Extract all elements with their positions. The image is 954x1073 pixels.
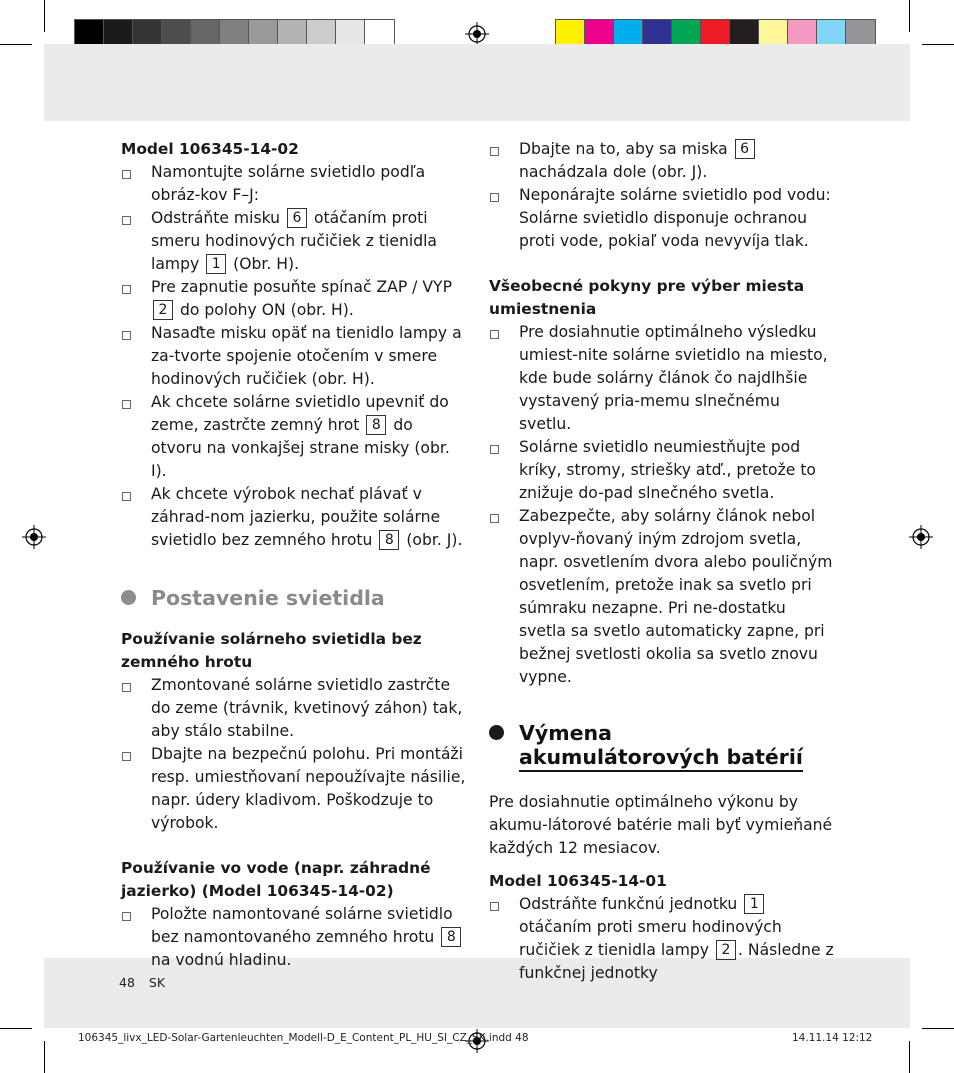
bullet-dot-icon: [489, 725, 504, 740]
page-footer: [119, 975, 179, 990]
list-item: Nasaďte misku opäť na tienidlo lampy a za-tvorte spojenie otočením v smere hodinových ručičiek (obr. H).: [121, 322, 467, 391]
part-ref: 8: [379, 530, 399, 550]
list-item: Ak chcete výrobok nechať plávať v záhrad-nom jazierku, použite solárne svietidlo bez zemného hrotu 8 (obr. J).: [121, 483, 467, 552]
model-heading: Model 106345-14-01: [489, 872, 667, 890]
list-item: Pre dosiahnutie optimálneho výsledku umiest-nite solárne svietidlo na miesto, kde bude solárny článok čo najdlhšie vystavený pria-memu slnečnému svetlu.: [489, 321, 835, 436]
part-ref: 6: [287, 208, 307, 228]
section-heading: Výmena akumulátorových batérií: [489, 721, 835, 769]
crop-mark: [922, 44, 954, 45]
page-number: 48: [119, 975, 135, 990]
subheading: Používanie vo vode (napr. záhradné jazierko) (Model 106345-14-02): [121, 859, 431, 900]
list-item: Ak chcete solárne svietidlo upevniť do zeme, zastrčte zemný hrot 8 do otvoru na vonkajšej strane misky (obr. I).: [121, 391, 467, 483]
file-slug: 106345_livx_LED-Solar-Gartenleuchten_Modell-D_E_Content_PL_HU_SI_CZ_SK.indd 48: [78, 1032, 529, 1044]
list-item: Pre zapnutie posuňte spínač ZAP / VYP 2 do polohy ON (obr. H).: [121, 276, 467, 322]
list-item: Zmontované solárne svietidlo zastrčte do zeme (trávnik, kvetinový záhon) tak, aby stálo stabilne.: [121, 674, 467, 743]
header-band: [44, 44, 910, 121]
crop-mark: [0, 44, 32, 45]
list-item: Dbajte na to, aby sa miska 6 nachádzala dole (obr. J).: [489, 138, 835, 184]
crop-mark: [909, 1041, 910, 1073]
bullet-dot-icon: [121, 590, 136, 605]
crop-mark: [44, 1041, 45, 1073]
part-ref: 8: [441, 927, 461, 947]
list-item: Odstráňte misku 6 otáčaním proti smeru hodinových ručičiek z tienidla lampy 1 (Obr. H).: [121, 207, 467, 276]
list-item: Dbajte na bezpečnú polohu. Pri montáži resp. umiestňovaní nepoužívajte násilie, napr. údery kladivom. Poškodzuje to výrobok.: [121, 743, 467, 835]
left-column: [121, 138, 467, 972]
registration-mark-icon: [909, 525, 933, 549]
part-ref: 1: [206, 254, 226, 274]
subheading: Používanie solárneho svietidla bez zemného hrotu: [121, 630, 422, 671]
part-ref: 1: [744, 894, 764, 914]
registration-mark-icon: [465, 22, 489, 46]
part-ref: 6: [735, 139, 755, 159]
list-item: Odstráňte funkčnú jednotku 1 otáčaním proti smeru hodinových ručičiek z tienidla lampy 2 . Následne z funkčnej jednotky: [489, 893, 835, 985]
list-item: Namontujte solárne svietidlo podľa obráz-kov F–J:: [121, 161, 467, 207]
subheading: Všeobecné pokyny pre výber miesta umiestnenia: [489, 277, 805, 318]
right-column: [489, 138, 835, 985]
list-item: Neponárajte solárne svietidlo pod vodu: Solárne svietidlo disponuje ochranou proti vode, pokiaľ voda nevyvíja tlak.: [489, 184, 835, 253]
paragraph: Pre dosiahnutie optimálneho výkonu by akumu-látorové batérie mali byť vymieňané každých 12 mesiacov.: [489, 793, 833, 857]
list-item: Položte namontované solárne svietidlo bez namontovaného zemného hrotu 8 na vodnú hladinu.: [121, 903, 467, 972]
model-heading: Model 106345-14-02: [121, 140, 299, 158]
part-ref: 2: [153, 300, 173, 320]
date-slug: 14.11.14 12:12: [792, 1032, 873, 1044]
crop-mark: [922, 1028, 954, 1029]
crop-mark: [0, 1028, 32, 1029]
crop-mark: [909, 0, 910, 32]
part-ref: 8: [366, 415, 386, 435]
registration-mark-icon: [22, 525, 46, 549]
language-code: SK: [148, 975, 166, 990]
part-ref: 2: [716, 940, 736, 960]
list-item: Solárne svietidlo neumiestňujte pod kríky, stromy, striešky atď., pretože to znižuje do-pad slnečného svetla.: [489, 436, 835, 505]
list-item: Zabezpečte, aby solárny článok nebol ovplyv-ňovaný iným zdrojom svetla, napr. osvetlením dvora alebo pouličným osvetlením, pretože inak sa svetlo pri súmraku nezapne. Pri ne-dostatku svetla sa svetlo automaticky zapne, pri bežnej svetlosti okolia sa svetlo znovu vypne.: [489, 505, 835, 689]
section-heading: Postavenie svietidla: [121, 586, 467, 610]
crop-mark: [44, 0, 45, 32]
